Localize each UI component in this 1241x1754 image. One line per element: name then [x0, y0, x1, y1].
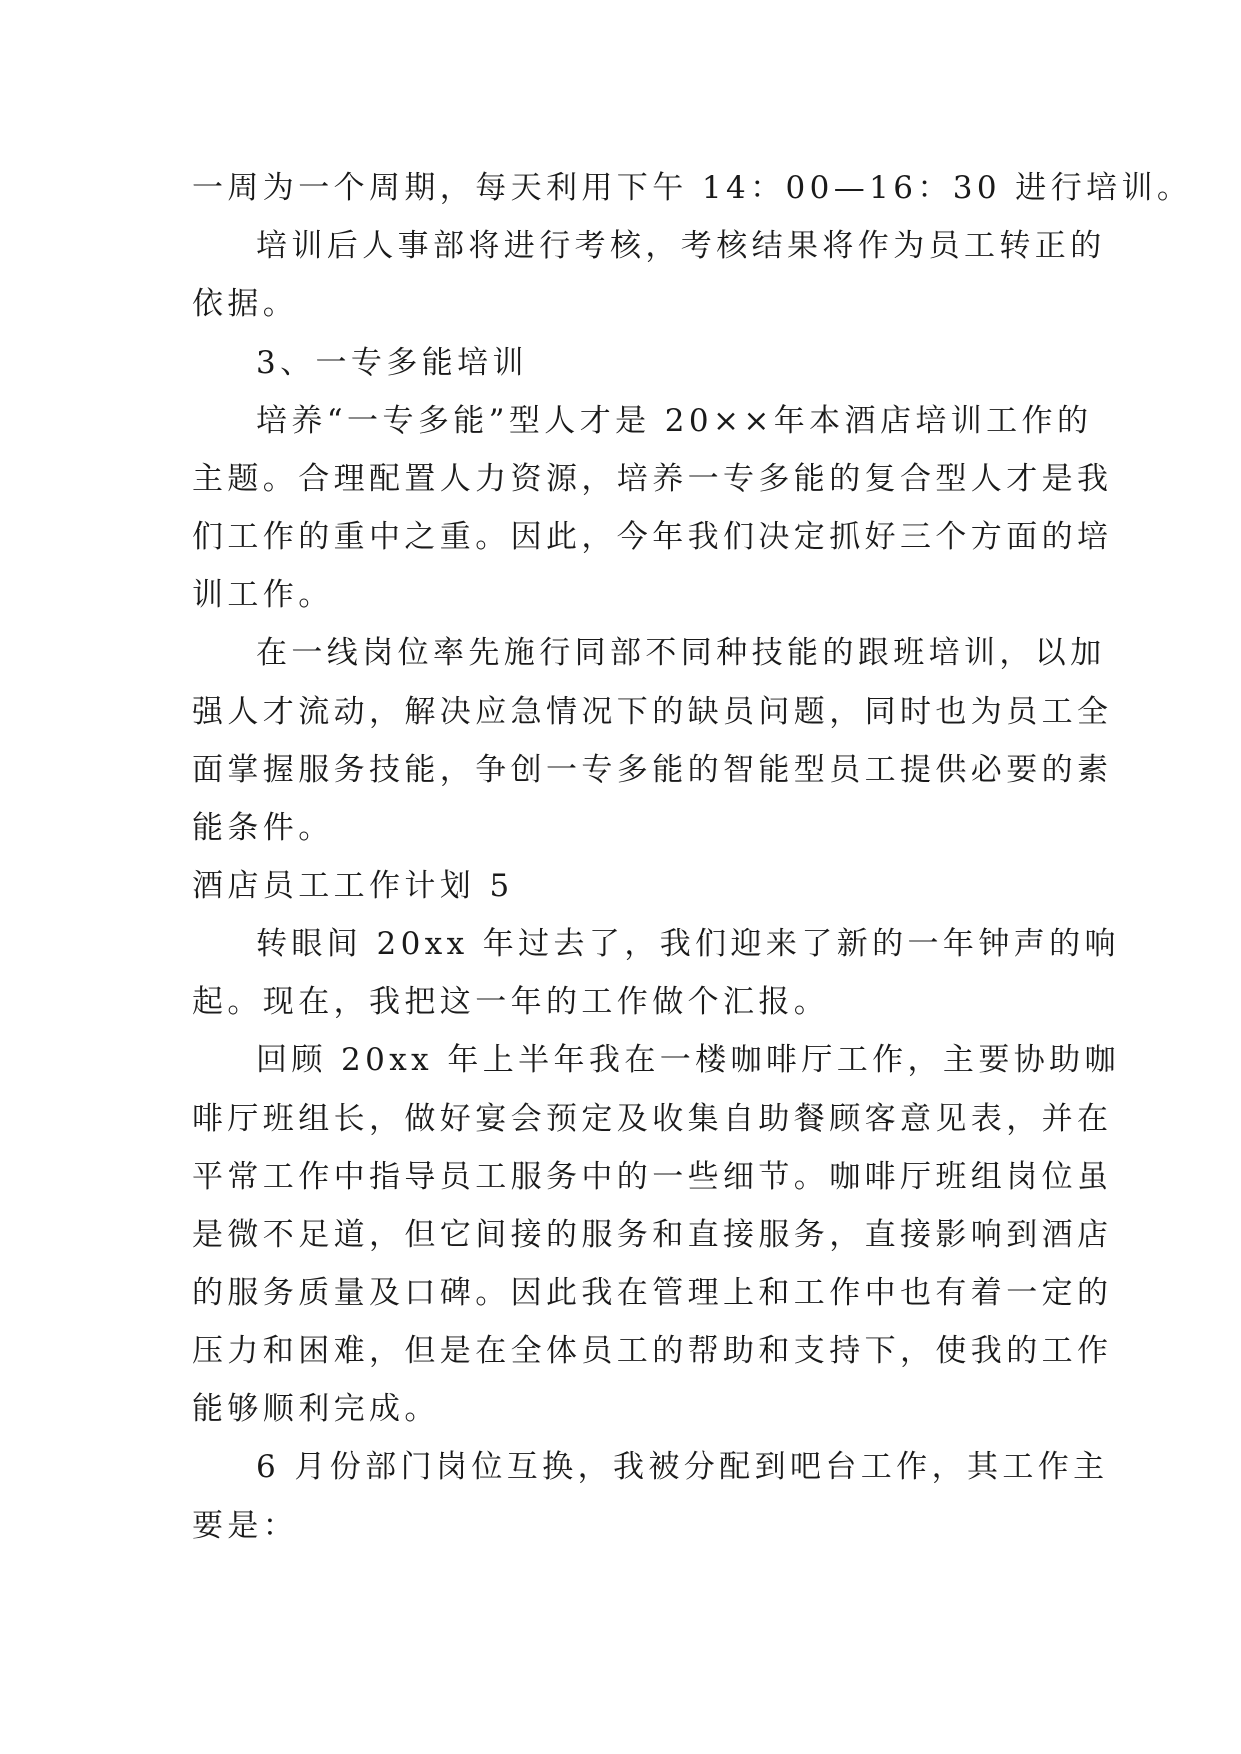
section-title: 酒店员工工作计划 5	[192, 868, 514, 904]
paragraph-line: 回顾 20xx 年上半年我在一楼咖啡厅工作，主要协助咖	[256, 1042, 1120, 1078]
paragraph-line: 培训后人事部将进行考核，考核结果将作为员工转正的	[256, 228, 1106, 264]
paragraph-line: 压力和困难，但是在全体员工的帮助和支持下，使我的工作	[192, 1333, 1113, 1369]
paragraph-line: 们工作的重中之重。因此，今年我们决定抓好三个方面的培	[192, 519, 1113, 555]
paragraph-line: 平常工作中指导员工服务中的一些细节。咖啡厅班组岗位虽	[192, 1159, 1113, 1195]
paragraph-line: 是微不足道，但它间接的服务和直接服务，直接影响到酒店	[192, 1217, 1113, 1253]
paragraph-line: 能够顺利完成。	[192, 1391, 440, 1427]
section-heading: 3、一专多能培训	[256, 345, 528, 381]
paragraph-line: 能条件。	[192, 810, 334, 846]
paragraph-line: 一周为一个周期，每天利用下午 14：00—16：30 进行培训。	[192, 170, 1193, 206]
paragraph-line: 面掌握服务技能，争创一专多能的智能型员工提供必要的素	[192, 752, 1113, 788]
paragraph-line: 依据。	[192, 286, 299, 322]
paragraph-line: 起。现在，我把这一年的工作做个汇报。	[192, 984, 830, 1020]
paragraph-line: 的服务质量及口碑。因此我在管理上和工作中也有着一定的	[192, 1275, 1113, 1311]
paragraph-line: 6 月份部门岗位互换，我被分配到吧台工作，其工作主	[256, 1449, 1109, 1485]
paragraph-line: 要是：	[192, 1508, 299, 1544]
paragraph-line: 培养“一专多能”型人才是 20××年本酒店培训工作的	[256, 403, 1093, 439]
paragraph-line: 转眼间 20xx 年过去了，我们迎来了新的一年钟声的响	[256, 926, 1120, 962]
paragraph-line: 在一线岗位率先施行同部不同种技能的跟班培训，以加	[256, 635, 1106, 671]
paragraph-line: 强人才流动，解决应急情况下的缺员问题，同时也为员工全	[192, 694, 1113, 730]
paragraph-line: 训工作。	[192, 577, 334, 613]
paragraph-line: 主题。合理配置人力资源，培养一专多能的复合型人才是我	[192, 461, 1113, 497]
paragraph-line: 啡厅班组长，做好宴会预定及收集自助餐顾客意见表，并在	[192, 1101, 1113, 1137]
